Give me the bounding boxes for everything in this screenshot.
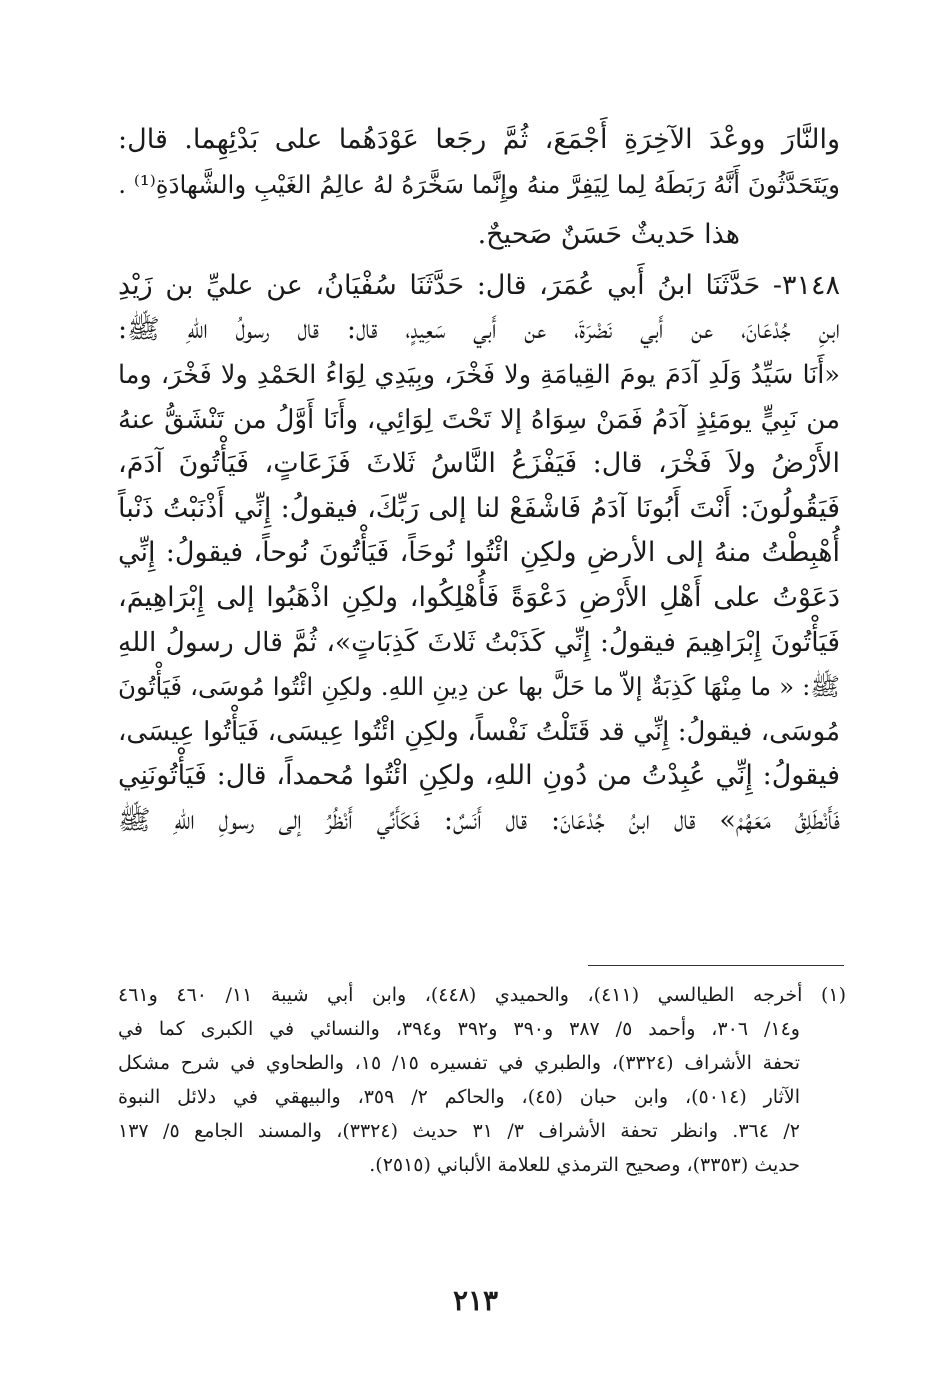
main-text-block [118,118,840,844]
footnotes-block [118,978,846,1182]
hadith-grading-line: هذا حَديثٌ حَسَنٌ صَحيحٌ. [477,219,740,251]
footnote-line: تحفة الأشراف (٣٣٢٤)، والطبري في تفسيره ١٥/ ١٥، والطحاوي في شرح مشكل [118,1052,800,1074]
page-number: ٢١٣ [452,1284,499,1317]
footnote-separator [588,965,844,966]
text-line: فَأَنْطَلِقُ مَعَهُمْ» قال ابنُ جُدْعَانَ: قال أَنَسٌ: فَكَأَنِّي أَنْظُرُ إلى رسولِ اللهِ ﷺ [118,804,840,836]
text-line: ويَتَحَدَّثُونَ أَنَّهُ رَبَطَهُ لِما لِيَفِرَّ منهُ وإِنَّما سَخَّرَهُ لهُ عالِمُ الغَيْبِ والشَّهادَةِ⁽¹⁾ . [118,169,840,199]
text-line: دَعَوْتُ على أَهْلِ الأَرْضِ دَعْوَةً فَأُهْلِكُوا، ولكِنِ اذْهَبُوا إلى إِبْرَاهِيمَ، [118,581,840,613]
text-line: والنَّارَ ووعْدَ الآخِرَةِ أَجْمَعَ، ثُمَّ رجَعا عَوْدَهُما على بَدْئِهِما. قال: [118,124,840,155]
text-line: ﷺ: « ما مِنْهَا كَذِبَةٌ إلاّ ما حَلَّ بها عن دِينِ اللهِ. ولكِنِ ائْتُوا مُوسَى، فَيَأْتُونَ [118,672,840,702]
text-line: ابنِ جُدْعَانَ، عن أَبي نَضْرَةَ، عن أَبي سَعِيدٍ، قال: قال رسولُ اللهِ ﷺ: [118,314,840,346]
text-line: فَيَأْتُونَ إِبْرَاهِيمَ فيقولُ: إِنِّي كَذَبْتُ ثَلاثَ كَذِبَاتٍ»، ثُمَّ قال رسولُ اللهِ [118,626,840,658]
text-line: فَيَقُولُونَ: أَنْتَ أَبُونَا آدَمُ فَاشْفَعْ لنا إلى رَبِّكَ، فيقولُ: إِنِّي أَذْنَبْتُ ذَنْباً [118,492,840,524]
text-line: «أَنَا سَيِّدُ وَلَدِ آدَمَ يومَ القِيامَةِ ولا فَخْرَ، وبِيَدِي لِوَاءُ الحَمْدِ ولا فَخْرَ، وما [118,359,840,390]
hadith-isnad-line: ٣١٤٨- حَدَّثَنَا ابنُ أَبي عُمَرَ، قال: حَدَّثَنَا سُفْيَانُ، عن عليِّ بن زَيْدِ [118,269,840,301]
text-line: من نَبِيٍّ يومَئِذٍ آدَمُ فَمَنْ سِوَاهُ إلا تَحْتَ لِوَائِي، وأَنَا أَوَّلُ من تَنْشَقُّ عنهُ [118,404,840,435]
footnote-line: ٢/ ٣٦٤. وانظر تحفة الأشراف ٣/ ٣١ حديث (٣٣٢٤)، والمسند الجامع ٥/ ١٣٧ [118,1120,800,1142]
text-line: الأَرْضُ ولاَ فَخْرَ، قال: فَيَفْزَعُ النَّاسُ ثَلاثَ فَزَعَاتٍ، فَيَأْتُونَ آدَمَ، [118,448,840,480]
text-line: مُوسَى، فيقولُ: إِنِّي قد قَتَلْتُ نَفْساً، ولكِنِ ائْتُوا عِيسَى، فَيَأْتُوا عِيسَى، [118,716,840,747]
footnote-line: حديث (٣٣٥٣)، وصحيح الترمذي للعلامة الألباني (٢٥١٥). [369,1154,800,1176]
footnote-line: الآثار (٥٠١٤)، وابن حبان (٤٥)، والحاكم ٢/ ٣٥٩، والبيهقي في دلائل النبوة [118,1086,800,1108]
text-line: فيقولُ: إِنِّي عُبِدْتُ من دُونِ اللهِ، ولكِنِ ائْتُوا مُحمداً، قال: فَيَأْتُونَنِي [118,760,840,792]
footnote-line: (١) أخرجه الطيالسي (٤١١)، والحميدي (٤٤٨)، وابن أبي شيبة ١١/ ٤٦٠ و٤٦١ [118,984,846,1006]
text-line: أُهْبِطْتُ منهُ إلى الأرضِ ولكِنِ ائْتُوا نُوحَاً، فَيَأْتُونَ نُوحاً، فيقولُ: إِنِّي [118,537,840,569]
footnote-line: و١٤/ ٣٠٦، وأحمد ٥/ ٣٨٧ و٣٩٠ و٣٩٢ و٣٩٤، والنسائي في الكبرى كما في [118,1018,800,1040]
